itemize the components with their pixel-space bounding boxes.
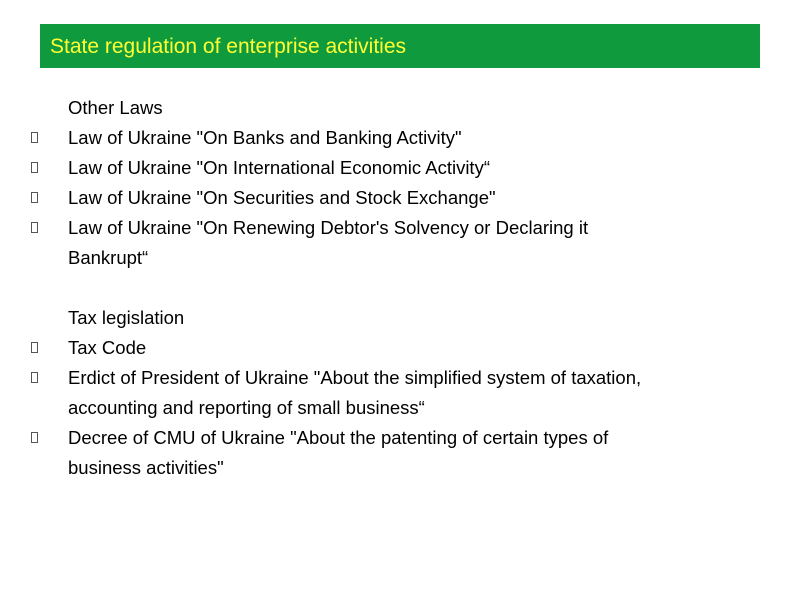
bullet-icon	[31, 372, 38, 383]
list-item-text: Erdict of President of Ukraine "About the simplified system of taxation,	[68, 367, 642, 388]
list-item-continuation: Bankrupt“	[68, 247, 149, 268]
section-spacer	[28, 273, 768, 303]
content-body	[28, 93, 768, 483]
list-item	[28, 333, 768, 363]
bullet-icon	[31, 432, 38, 443]
list-item-text: Law of Ukraine "On International Economic Activity“	[68, 157, 490, 178]
list-item-continuation: business activities"	[68, 457, 224, 478]
list-item-text: Law of Ukraine "On Renewing Debtor's Solvency or Declaring it	[68, 217, 589, 238]
list-item	[28, 423, 768, 453]
title-bar	[40, 24, 760, 68]
list-item	[28, 213, 768, 243]
bullet-icon	[31, 162, 38, 173]
list-item-text: Law of Ukraine "On Banks and Banking Activity"	[68, 127, 462, 148]
list-item	[28, 123, 768, 153]
list-item-text: Law of Ukraine "On Securities and Stock Exchange"	[68, 187, 496, 208]
list-item	[28, 183, 768, 213]
list-item	[28, 153, 768, 183]
bullet-icon	[31, 342, 38, 353]
bullet-icon	[31, 222, 38, 233]
list-item-text: Tax Code	[68, 337, 147, 358]
slide-title: State regulation of enterprise activities	[50, 34, 407, 58]
list-item	[28, 363, 768, 393]
bullet-icon	[31, 132, 38, 143]
section-heading-tax-legislation: Tax legislation	[68, 307, 185, 328]
list-item-text: Decree of CMU of Ukraine "About the patenting of certain types of	[68, 427, 609, 448]
section-heading-other-laws: Other Laws	[68, 97, 163, 118]
list-item-continuation: accounting and reporting of small business“	[68, 397, 425, 418]
bullet-icon	[31, 192, 38, 203]
